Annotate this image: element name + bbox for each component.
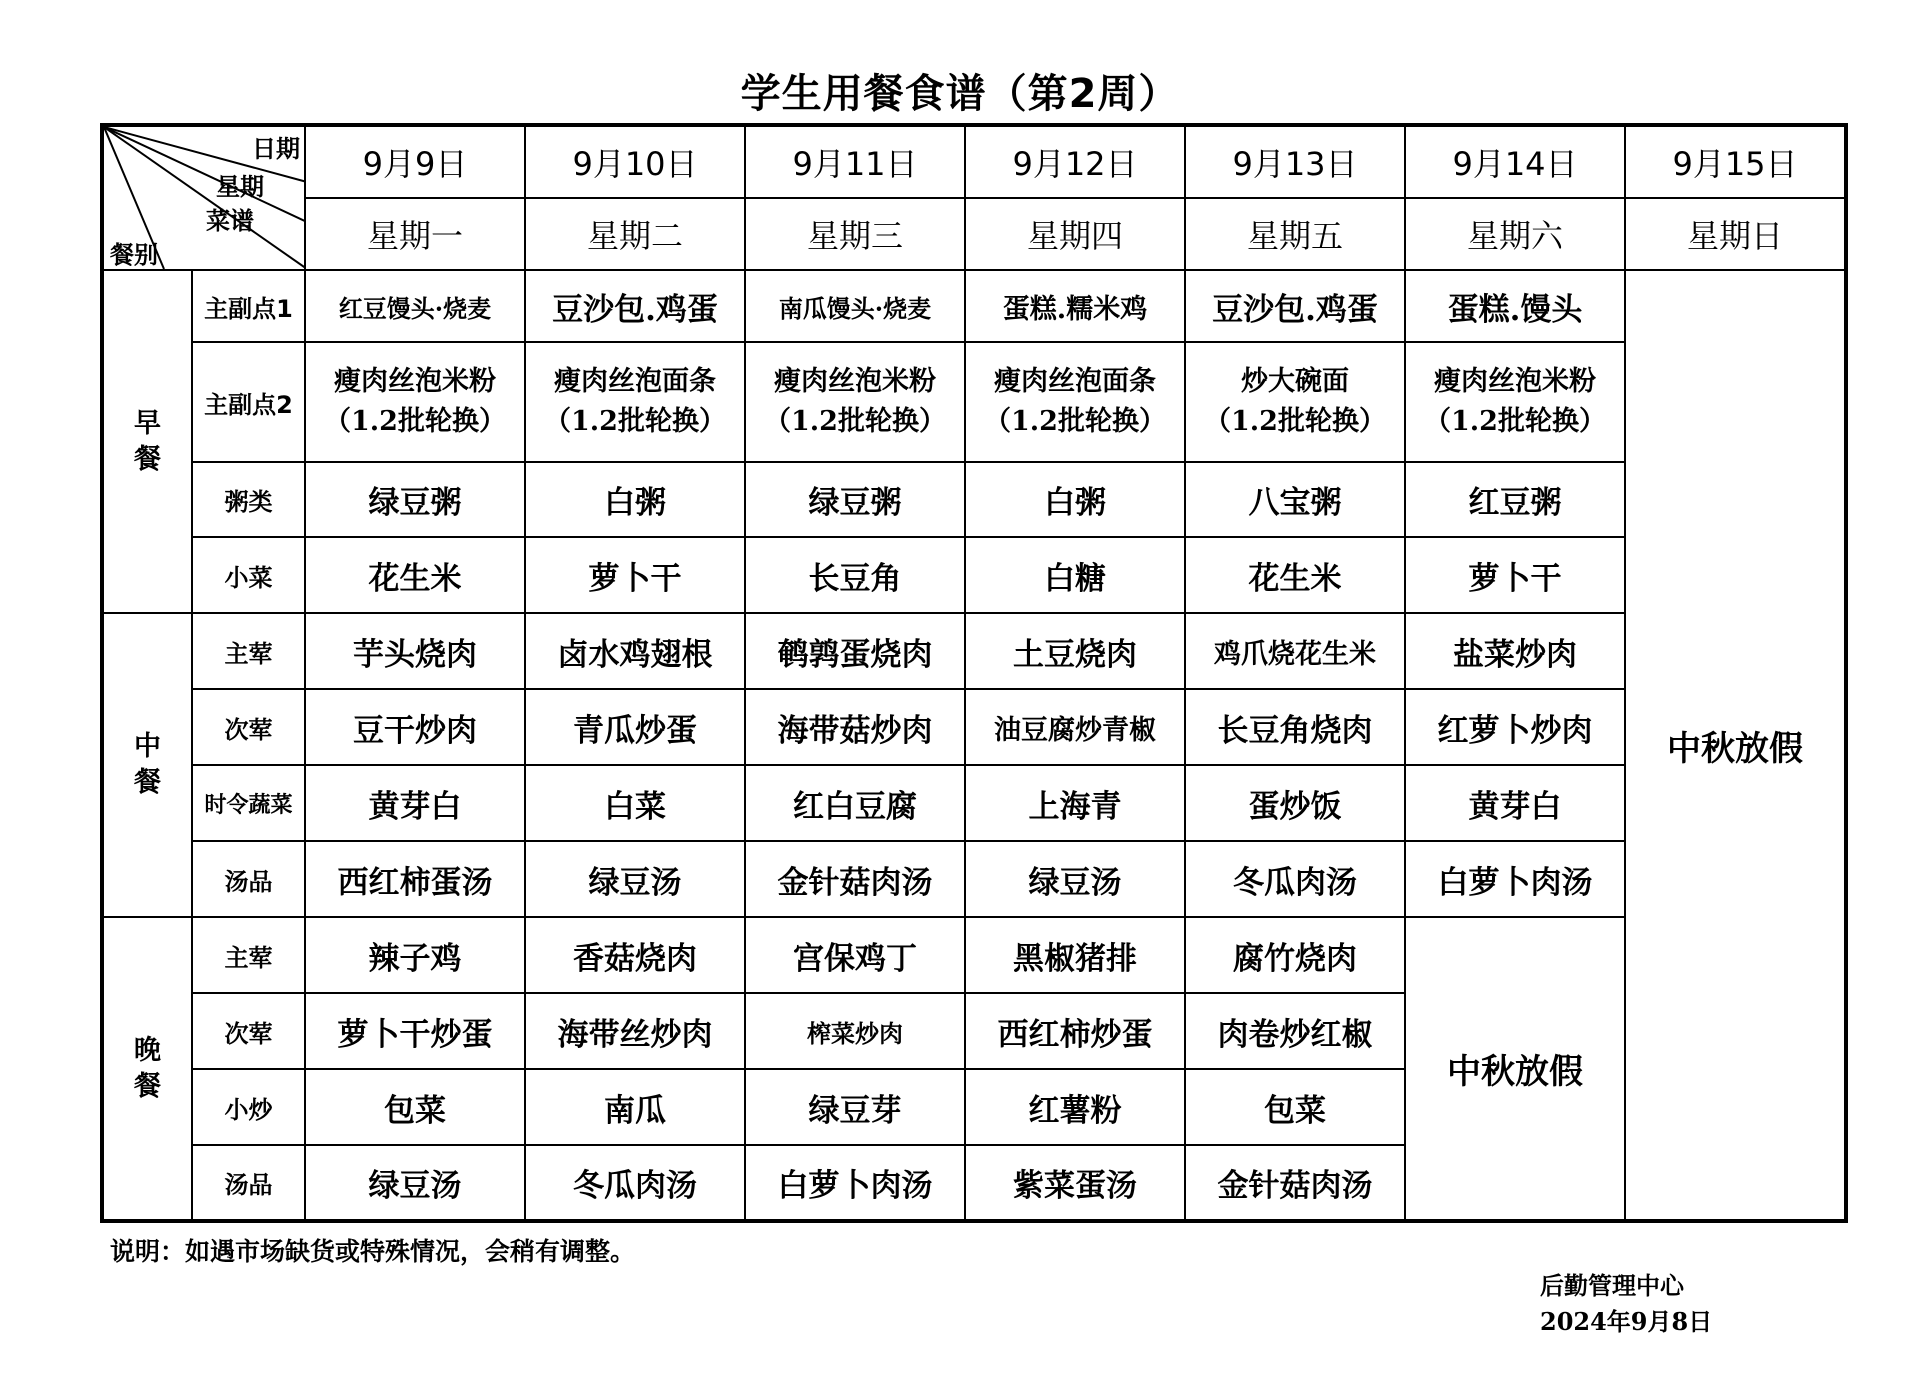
menu-cell: 豆干炒肉 <box>305 689 525 765</box>
menu-cell: 紫菜蛋汤 <box>965 1145 1185 1221</box>
menu-cell: 萝卜干 <box>1405 537 1625 613</box>
weekday-cell: 星期一 <box>305 198 525 271</box>
weekday-cell: 星期日 <box>1625 198 1846 271</box>
menu-cell: 花生米 <box>305 537 525 613</box>
weekday-cell: 星期四 <box>965 198 1185 271</box>
menu-cell: 西红柿蛋汤 <box>305 841 525 917</box>
menu-cell: 瘦肉丝泡面条 （1.2批轮换） <box>965 342 1185 462</box>
weekday-cell: 星期三 <box>745 198 965 271</box>
menu-cell: 红萝卜炒肉 <box>1405 689 1625 765</box>
corner-menu-label: 菜谱 <box>206 207 254 235</box>
table-row <box>102 765 1846 841</box>
category-cell: 主副点1 <box>192 270 305 342</box>
menu-cell: 宫保鸡丁 <box>745 917 965 993</box>
menu-cell: 上海青 <box>965 765 1185 841</box>
menu-cell: 肉卷炒红椒 <box>1185 993 1405 1069</box>
date-cell: 9月14日 <box>1405 125 1625 198</box>
menu-cell: 绿豆汤 <box>305 1145 525 1221</box>
date-cell: 9月12日 <box>965 125 1185 198</box>
menu-cell: 金针菇肉汤 <box>745 841 965 917</box>
date-cell: 9月10日 <box>525 125 745 198</box>
menu-cell: 瘦肉丝泡米粉 （1.2批轮换） <box>305 342 525 462</box>
menu-cell: 青瓜炒蛋 <box>525 689 745 765</box>
footnote: 说明：如遇市场缺货或特殊情况，会稍有调整。 <box>110 1237 636 1266</box>
menu-cell: 冬瓜肉汤 <box>525 1145 745 1221</box>
menu-cell: 榨菜炒肉 <box>745 993 965 1069</box>
category-cell: 小炒 <box>192 1069 305 1145</box>
menu-cell: 包菜 <box>1185 1069 1405 1145</box>
menu-cell: 白粥 <box>525 462 745 537</box>
menu-cell: 绿豆粥 <box>745 462 965 537</box>
menu-cell: 花生米 <box>1185 537 1405 613</box>
menu-cell: 南瓜 <box>525 1069 745 1145</box>
issue-date: 2024年9月8日 <box>1540 1307 1713 1336</box>
menu-cell: 瘦肉丝泡面条 （1.2批轮换） <box>525 342 745 462</box>
table-row <box>102 917 1846 993</box>
menu-cell: 绿豆粥 <box>305 462 525 537</box>
table-row <box>102 537 1846 613</box>
date-cell: 9月13日 <box>1185 125 1405 198</box>
menu-cell: 白粥 <box>965 462 1185 537</box>
menu-cell: 炒大碗面 （1.2批轮换） <box>1185 342 1405 462</box>
menu-cell: 油豆腐炒青椒 <box>965 689 1185 765</box>
table-row <box>102 613 1846 689</box>
menu-cell: 豆沙包.鸡蛋 <box>525 270 745 342</box>
category-cell: 主荤 <box>192 613 305 689</box>
menu-cell: 八宝粥 <box>1185 462 1405 537</box>
table-row <box>102 342 1846 462</box>
weekday-cell: 星期二 <box>525 198 745 271</box>
date-cell: 9月15日 <box>1625 125 1846 198</box>
holiday-cell-sunday: 中秋放假 <box>1625 270 1846 1221</box>
weekly-menu-table <box>100 123 1848 1223</box>
menu-cell: 包菜 <box>305 1069 525 1145</box>
menu-cell: 红豆粥 <box>1405 462 1625 537</box>
category-cell: 次荤 <box>192 689 305 765</box>
menu-cell: 黄芽白 <box>1405 765 1625 841</box>
category-cell: 次荤 <box>192 993 305 1069</box>
table-row <box>102 270 1846 342</box>
menu-cell: 腐竹烧肉 <box>1185 917 1405 993</box>
menu-cell: 金针菇肉汤 <box>1185 1145 1405 1221</box>
menu-cell: 长豆角 <box>745 537 965 613</box>
table-row <box>102 841 1846 917</box>
category-cell: 主副点2 <box>192 342 305 462</box>
weekday-cell: 星期六 <box>1405 198 1625 271</box>
menu-cell: 蛋糕.馒头 <box>1405 270 1625 342</box>
menu-cell: 红薯粉 <box>965 1069 1185 1145</box>
menu-cell: 萝卜干 <box>525 537 745 613</box>
table-row <box>102 689 1846 765</box>
category-cell: 粥类 <box>192 462 305 537</box>
holiday-cell-saturday-dinner: 中秋放假 <box>1405 917 1625 1221</box>
category-cell: 主荤 <box>192 917 305 993</box>
date-cell: 9月9日 <box>305 125 525 198</box>
menu-cell: 芋头烧肉 <box>305 613 525 689</box>
meal-label-breakfast: 早 餐 <box>102 270 192 613</box>
menu-cell: 海带丝炒肉 <box>525 993 745 1069</box>
date-row <box>102 125 1846 198</box>
menu-cell: 黄芽白 <box>305 765 525 841</box>
menu-cell: 海带菇炒肉 <box>745 689 965 765</box>
menu-cell: 香菇烧肉 <box>525 917 745 993</box>
menu-cell: 白萝卜肉汤 <box>745 1145 965 1221</box>
menu-cell: 西红柿炒蛋 <box>965 993 1185 1069</box>
menu-cell: 豆沙包.鸡蛋 <box>1185 270 1405 342</box>
menu-cell: 鹌鹑蛋烧肉 <box>745 613 965 689</box>
corner-weekday-label: 星期 <box>216 173 264 201</box>
menu-cell: 辣子鸡 <box>305 917 525 993</box>
category-cell: 汤品 <box>192 841 305 917</box>
category-cell: 时令蔬菜 <box>192 765 305 841</box>
menu-cell: 土豆烧肉 <box>965 613 1185 689</box>
menu-cell: 盐菜炒肉 <box>1405 613 1625 689</box>
category-cell: 汤品 <box>192 1145 305 1221</box>
menu-cell: 绿豆汤 <box>965 841 1185 917</box>
category-cell: 小菜 <box>192 537 305 613</box>
date-cell: 9月11日 <box>745 125 965 198</box>
menu-cell: 白萝卜肉汤 <box>1405 841 1625 917</box>
weekday-cell: 星期五 <box>1185 198 1405 271</box>
menu-cell: 红白豆腐 <box>745 765 965 841</box>
meal-label-dinner: 晚 餐 <box>102 917 192 1221</box>
corner-header <box>102 125 305 270</box>
menu-cell: 瘦肉丝泡米粉 （1.2批轮换） <box>745 342 965 462</box>
menu-cell: 黑椒猪排 <box>965 917 1185 993</box>
menu-cell: 白菜 <box>525 765 745 841</box>
menu-cell: 白糖 <box>965 537 1185 613</box>
menu-cell: 冬瓜肉汤 <box>1185 841 1405 917</box>
table-row <box>102 462 1846 537</box>
corner-meal-label: 餐别 <box>110 241 158 269</box>
corner-date-label: 日期 <box>252 135 300 163</box>
menu-cell: 鸡爪烧花生米 <box>1185 613 1405 689</box>
menu-cell: 卤水鸡翅根 <box>525 613 745 689</box>
menu-cell: 萝卜干炒蛋 <box>305 993 525 1069</box>
issuer: 后勤管理中心 <box>1540 1271 1684 1300</box>
menu-cell: 绿豆芽 <box>745 1069 965 1145</box>
menu-cell: 绿豆汤 <box>525 841 745 917</box>
menu-cell: 南瓜馒头·烧麦 <box>745 270 965 342</box>
meal-label-lunch: 中 餐 <box>102 613 192 917</box>
menu-cell: 蛋糕.糯米鸡 <box>965 270 1185 342</box>
menu-cell: 红豆馒头·烧麦 <box>305 270 525 342</box>
menu-cell: 瘦肉丝泡米粉 （1.2批轮换） <box>1405 342 1625 462</box>
menu-cell: 蛋炒饭 <box>1185 765 1405 841</box>
menu-title: 学生用餐食谱（第2周） <box>740 71 1180 117</box>
menu-cell: 长豆角烧肉 <box>1185 689 1405 765</box>
weekday-row <box>102 198 1846 271</box>
